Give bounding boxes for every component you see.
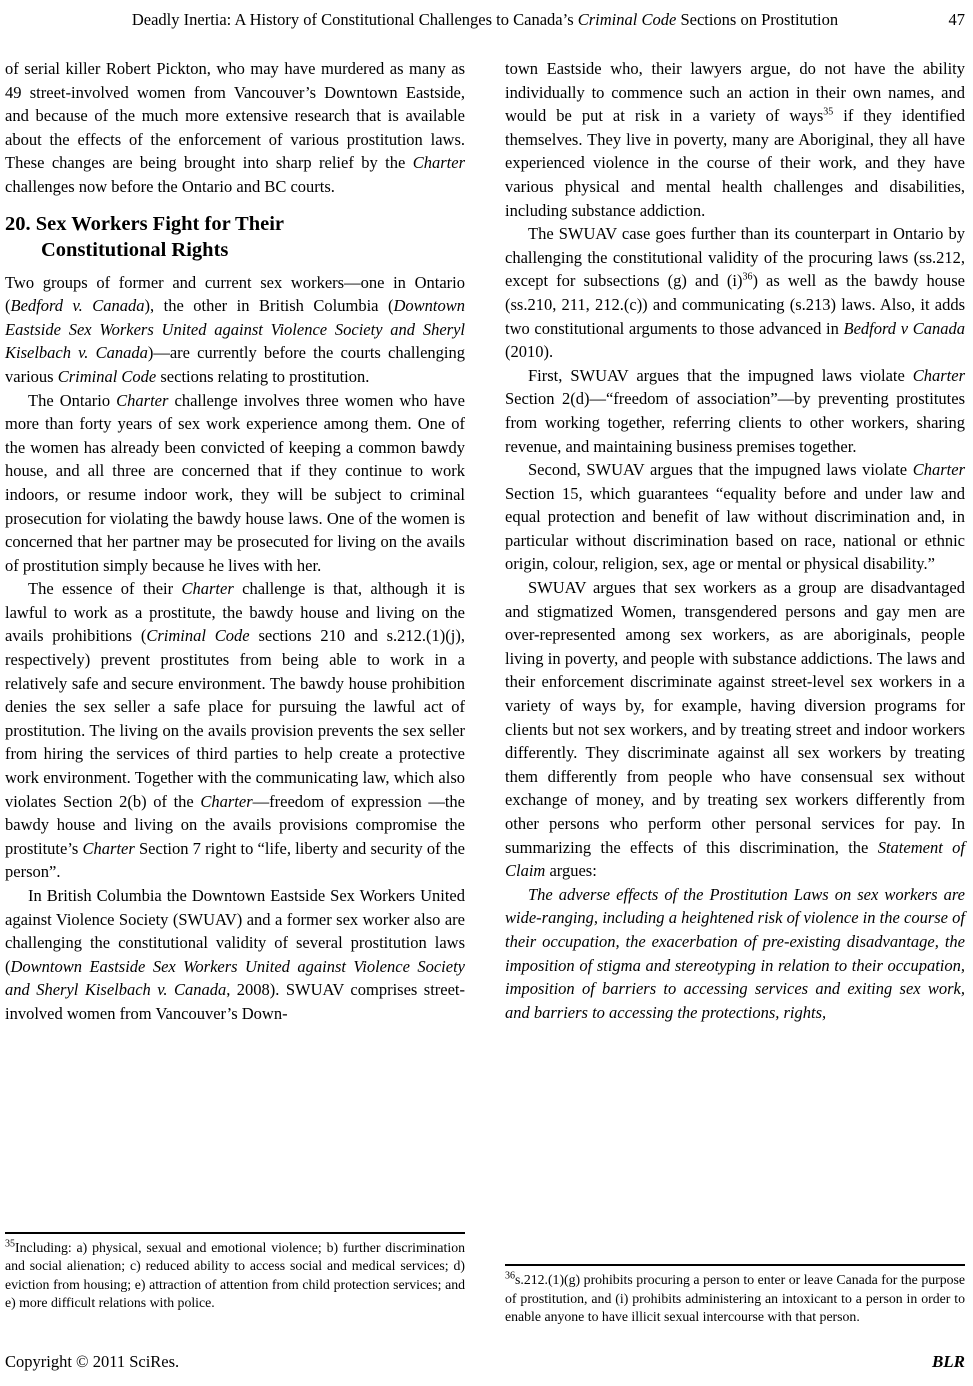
text-run: Charter	[412, 153, 465, 173]
text-run: challenge involves three women who have more than forty years of sex work experience among them. One of the women has already been convicted of keeping a common bawdy house, and all three are concerned that if they continue to work indoors, or resume indoor work, they will be subject to criminal prosecution for violating the bawdy house laws. One of the women is concerned that her partner may be prosecuted for living on the avails of prostitution simply because he lives with her.	[5, 390, 465, 575]
footnote-marker: 36	[505, 1270, 515, 1282]
page-footer	[5, 1352, 965, 1372]
text-run: challenges now before the Ontario and BC courts.	[5, 176, 335, 196]
paragraph	[5, 271, 465, 389]
text-run: if they identified themselves. They live in poverty, many are Aboriginal, they all have experienced violence in the course of their work, and they have various physical and mental health challenges and disabilities, including substance addiction.	[505, 106, 965, 220]
right-column-text	[505, 57, 965, 1024]
text-run: —freedom of expression —the bawdy house and living on the avails provisions compromise the prostitute’s	[5, 791, 465, 858]
text-run: )—are currently before the courts challenging various	[5, 343, 465, 386]
text-run: ), the other in British Columbia (	[144, 296, 394, 316]
text-run: of serial killer Robert Pickton, who may have murdered as many as 49 street-involved women from Vancouver’s Downtown Eastside, and because of the much more extensive research that is available about the effects of the enforcement of various prostitution laws. These changes are being brought into sharp relief by the	[5, 59, 465, 173]
text-run: Criminal Code	[146, 626, 250, 646]
text-run: s.212.(1)(g) prohibits procuring a person to enter or leave Canada for the purpose of prostitution, and (i) prohibits administering an intoxicant to a person in order to enable anyone to have illicit sexual intercourse with that person.	[505, 1272, 965, 1325]
paragraph	[505, 458, 965, 576]
text-run: town Eastside who, their lawyers argue, do not have the ability individually to commence such an action in their own names, and would be put at risk in a variety of ways	[505, 59, 965, 126]
footnote-marker: 36	[742, 271, 753, 283]
text-run: Statement of Claim	[505, 837, 965, 881]
text-run: Charter	[912, 365, 965, 385]
left-footnote	[5, 1232, 465, 1313]
text-run: The adverse effects of the Prostitution Laws on sex workers are wide-ranging, including a heightened risk of violence in the course of their occupation, the exacerbation of pre-existing disadvantage, the imposition of stigma and stereotyping in relation to their occupation, imposition of barriers to accessing services and exiting sex work, and barriers to accessing the protections, rights,	[505, 884, 965, 1022]
text-run: The essence of their	[28, 579, 182, 599]
right-column	[505, 57, 965, 1339]
text-run: argues:	[545, 861, 597, 881]
paragraph	[505, 222, 965, 364]
text-run: Charter	[912, 460, 965, 480]
paragraph	[5, 57, 465, 199]
two-column-body	[5, 57, 965, 1339]
text-run: sections 210 and s.212.(1)(j), respectively) prevent prostitutes from being able to work in a relatively safe and secure environment. The bawdy house prohibition denies the sex seller a safe place for pursuing the lawful act of prostitution. The living on the avails provision prevents the sex seller from hiring the services of third parties to help create a protective work environment. Together with the communicating law, which also violates Section 2(b) of the	[5, 626, 465, 811]
text-run: In British Columbia the Downtown Eastside Sex Workers United against Violence Society (SWUAV) and a former sex worker also are challenging the constitutional validity of several prostitution laws (	[5, 886, 465, 976]
paragraph	[505, 57, 965, 222]
paragraph	[5, 577, 465, 884]
text-run: Bedford v Canada	[843, 318, 965, 338]
text-run: ) as well as the bawdy house (ss.210, 211, 212.(c)) and communicating (s.213) laws. Also, it adds two constitutional arguments to those advanced in	[505, 271, 965, 338]
running-title	[47, 10, 923, 30]
journal-abbreviation: BLR	[931, 1352, 965, 1371]
text-run: Downtown Eastside Sex Workers United against Violence Society and Sheryl Kiselbach v. Canada	[5, 296, 465, 363]
text-run: Including: a) physical, sexual and emotional violence; b) further discrimination and social alienation; c) reduced ability to access social and medical services; d) eviction from housing; e) attraction of attention from child protection services; and e) more difficult relations with police.	[5, 1239, 465, 1311]
right-footnote	[505, 1264, 965, 1327]
text-run: Sections on Prostitution	[676, 10, 839, 29]
text-run: Bedford v. Canada	[10, 296, 145, 316]
text-run: Criminal Code	[577, 10, 677, 29]
text-run: First, SWUAV argues that the impugned laws violate	[528, 365, 913, 385]
text-run: Charter	[200, 791, 253, 811]
text-run: Deadly Inertia: A History of Constitutional Challenges to Canada’s	[131, 10, 578, 29]
footnote-marker: 35	[5, 1238, 15, 1250]
footnote-separator	[5, 1232, 465, 1234]
text-run: Section 7 right to “life, liberty and security of the person”.	[5, 838, 465, 882]
text-run: Section 15, which guarantees “equality before and under law and equal protection and benefit of law without discrimination and, in particular without discrimination based on race, national or ethnic origin, colour, religion, sex, age or mental or physical disability.”	[505, 483, 965, 574]
block-quote	[505, 883, 965, 1025]
copyright-notice: Copyright © 2011 SciRes.	[5, 1352, 180, 1371]
footnote-marker: 35	[823, 106, 834, 118]
left-column-text	[5, 57, 465, 1026]
text-run: Two groups of former and current sex workers—one in Ontario (	[5, 272, 465, 316]
section-heading: 20. Sex Workers Fight for Their Constitutional Rights	[5, 212, 285, 261]
text-run: (2010).	[505, 342, 554, 362]
footnote-separator	[505, 1264, 965, 1266]
paragraph	[5, 389, 465, 578]
left-column	[5, 57, 465, 1339]
text-run: The SWUAV case goes further than its counterpart in Ontario by challenging the constitutional validity of the procuring laws (ss.212, except for subsections (g) and (i)	[505, 224, 965, 291]
text-run: Section 2(d)—“freedom of association”—by preventing prostitutes from working together, referring clients to other workers, sharing revenue, and maintaining business premises together.	[505, 389, 965, 456]
page-header	[5, 10, 965, 30]
text-run: SWUAV argues that sex workers as a group are disadvantaged and stigmatized Women, transgendered persons and gay men are over-represented among sex workers, as are aboriginals, people living in poverty, and people with substance addictions. The laws and their enforcement discriminate against street-level sex workers in a variety of ways by, for example, having diversion programs for clients but not sex workers, and by treating street and indoor workers differently. They discriminate against all sex workers by treating them differently from people who have consensual sex without exchange of money, and by treating sex workers differently from other persons who perform other personal services for pay. In summarizing the effects of this discrimination, the	[505, 578, 965, 857]
text-run: Second, SWUAV argues that the impugned laws violate	[528, 460, 913, 480]
text-run: Charter	[82, 838, 135, 858]
text-run: Downtown Eastside Sex Workers United against Violence Society and Sheryl Kiselbach v. Canada	[5, 956, 465, 1000]
text-run: sections relating to prostitution.	[156, 366, 370, 386]
text-run: Criminal Code	[57, 366, 157, 386]
paragraph	[505, 576, 965, 883]
footnote-36	[505, 1271, 965, 1327]
text-run: The Ontario	[28, 390, 117, 410]
paragraph	[5, 884, 465, 1026]
text-run: Charter	[116, 390, 169, 410]
text-run: Charter	[181, 579, 234, 599]
text-run: challenge is that, although it is lawful to work as a prostitute, the bawdy house and living on the avails prohibitions (	[5, 579, 465, 646]
footnote-35	[5, 1239, 465, 1313]
text-run: , 2008). SWUAV comprises street-involved women from Vancouver’s Down-	[5, 980, 465, 1023]
page-number: 47	[948, 10, 965, 29]
paragraph	[505, 364, 965, 458]
